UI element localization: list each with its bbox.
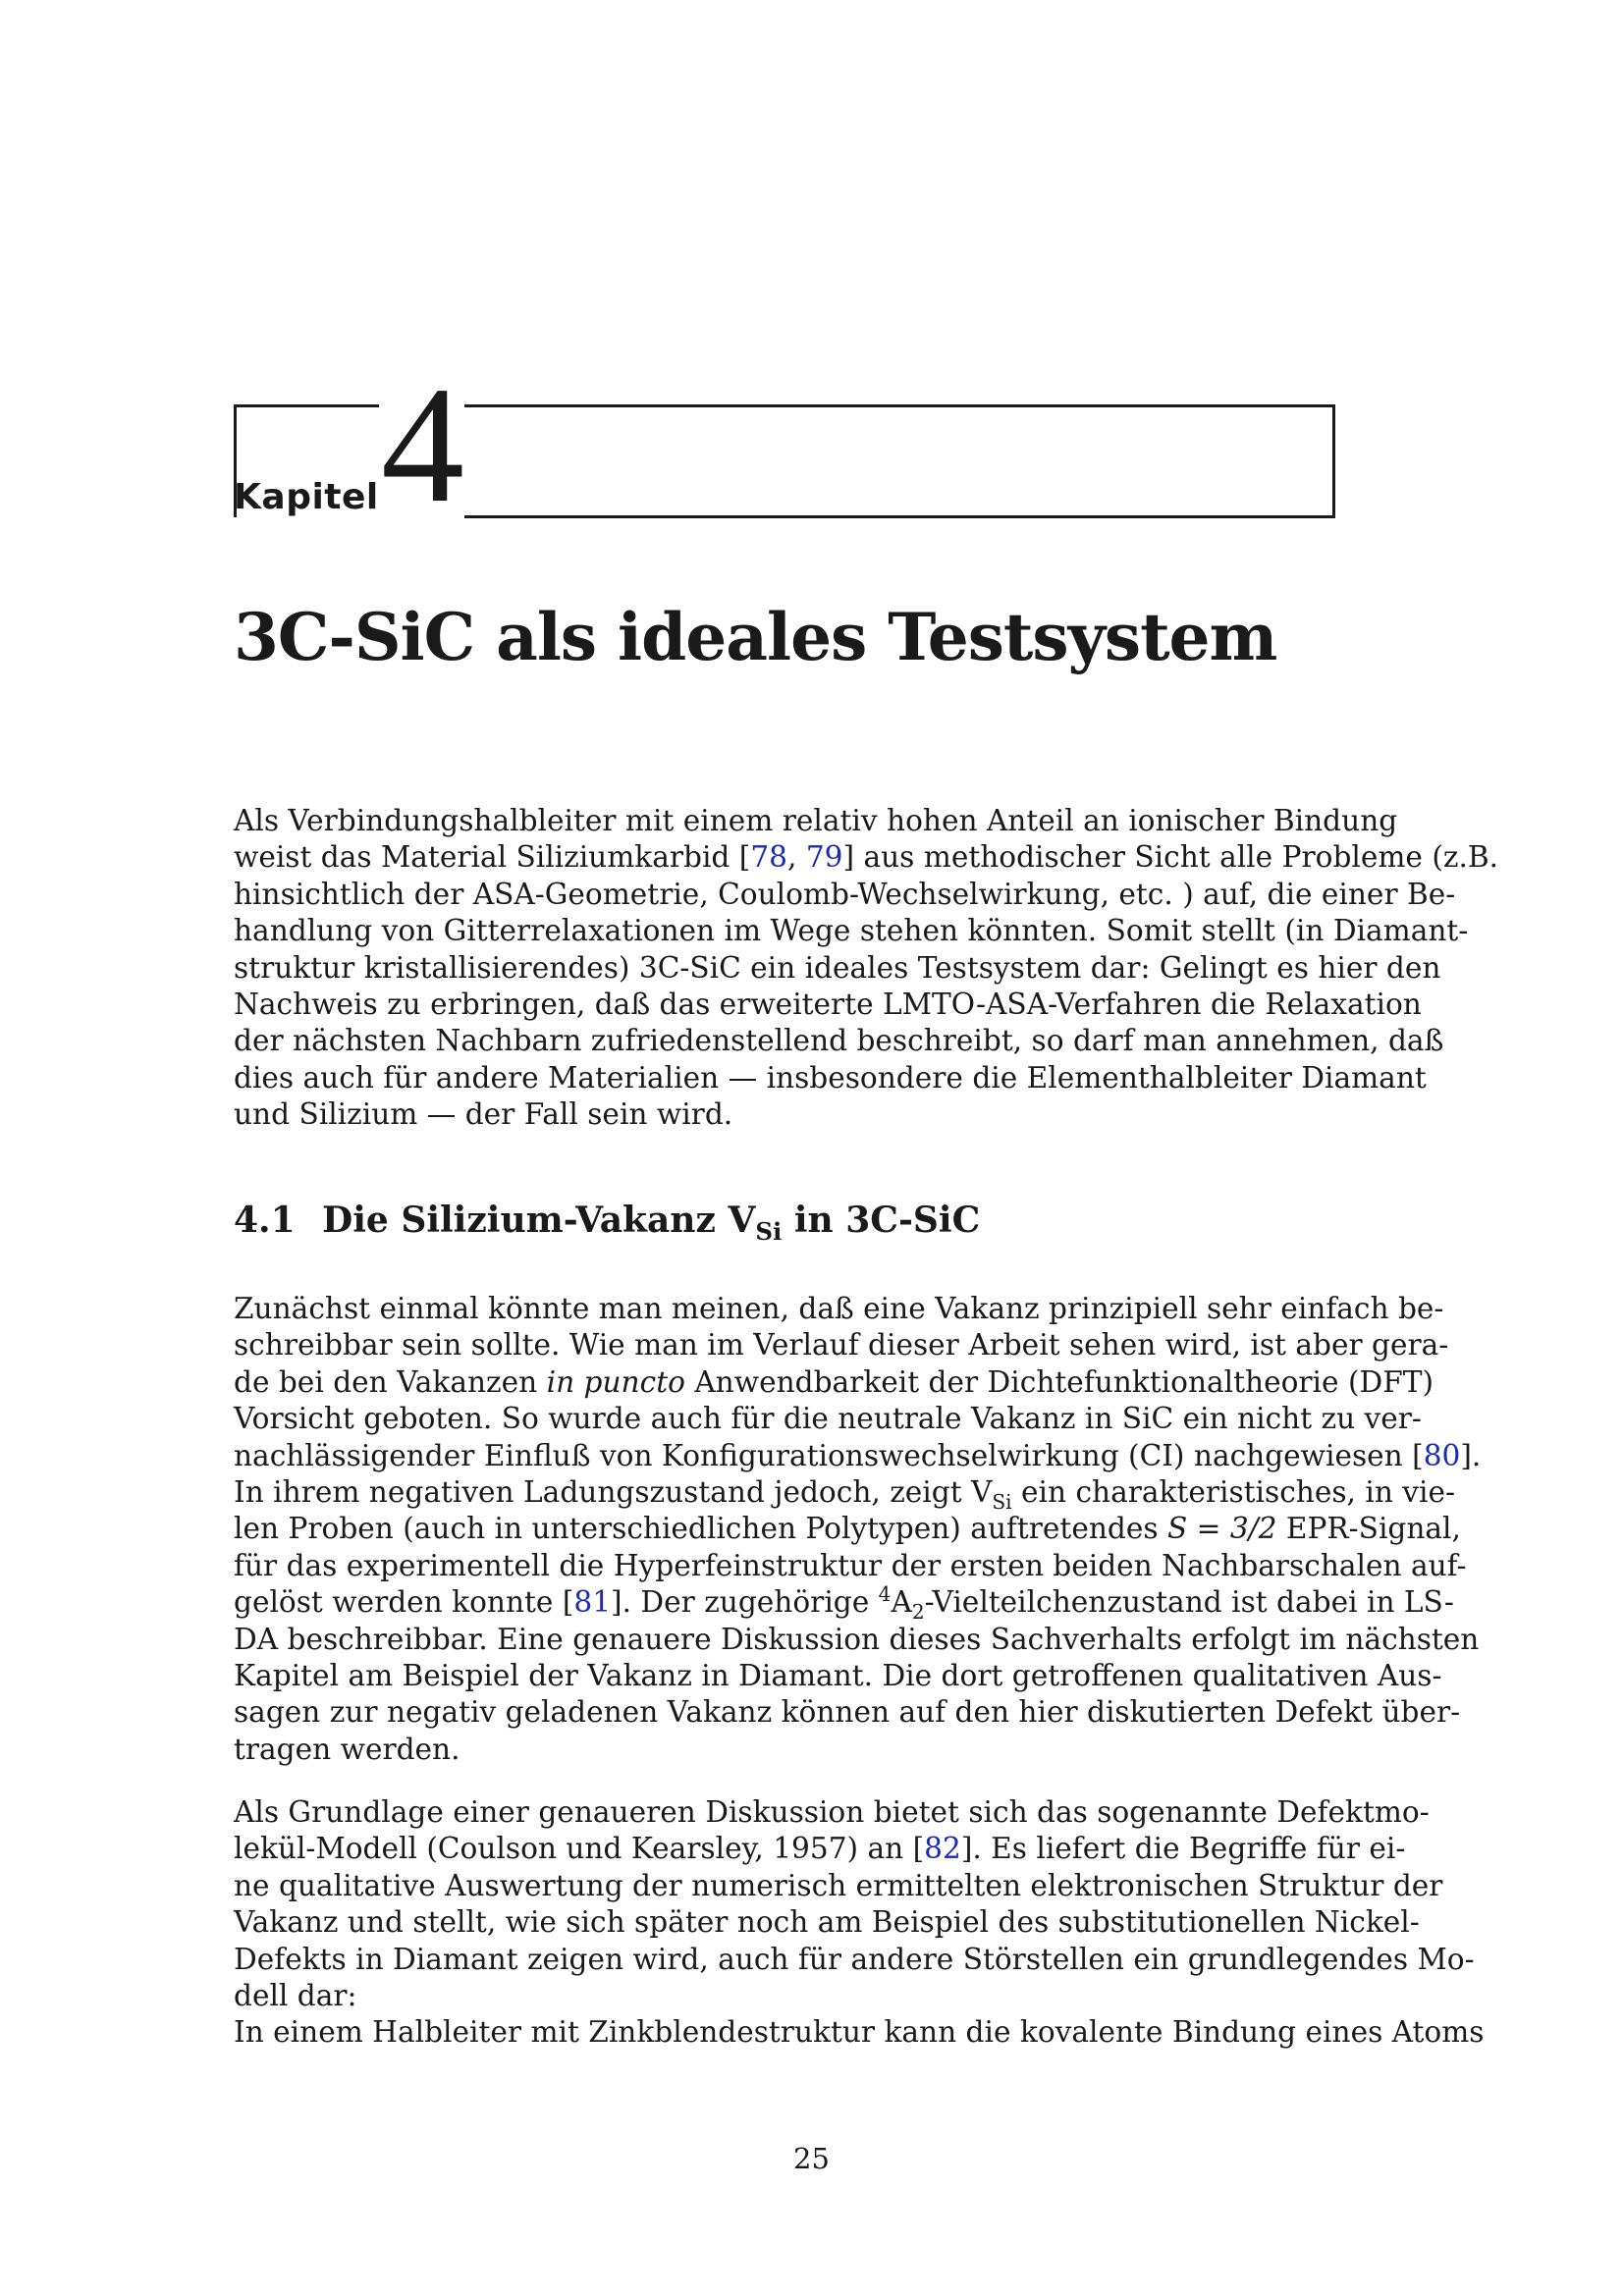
paragraph-line: Als Verbindungshalbleiter mit einem relativ hohen Anteil an ionischer Bindung	[234, 804, 1398, 837]
section-title-text: Die Silizium-Vakanz V	[322, 1200, 756, 1241]
section-title-subscript: Si	[755, 1217, 783, 1247]
italic-term: in puncto	[546, 1364, 685, 1399]
chapter-label: Kapitel	[234, 477, 379, 517]
paragraph-line: dies auch für andere Materialien — insbesondere die Elementhalbleiter Diamant	[234, 1060, 1427, 1095]
paragraph-line: len Proben (auch in unterschiedlichen Polytypen) auftretendes S = 3/2 EPR-Signal,	[234, 1512, 1461, 1546]
paragraph-line: Nachweis zu erbringen, daß das erweiterte LMTO-ASA-Verfahren die Relaxation	[234, 988, 1422, 1022]
paragraph-line: Defekts in Diamant zeigen wird, auch für andere Störstellen ein grundlegendes Mo-	[234, 1942, 1475, 1976]
paragraph-line: Vorsicht geboten. So wurde auch für die neutrale Vakanz in SiC ein nicht zu ver-	[234, 1402, 1422, 1436]
paragraph-line: struktur kristallisierendes) 3C-SiC ein ideales Testsystem dar: Gelingt es hier den	[234, 950, 1441, 985]
paragraph-line: für das experimentell die Hyperfeinstruktur der ersten beiden Nachbarschalen auf-	[234, 1548, 1467, 1582]
chapter-frame-right	[464, 404, 1335, 518]
chapter-title: 3C-SiC als ideales Testsystem	[234, 599, 1277, 675]
paragraph-line: schreibbar sein sollte. Wie man im Verlauf dieser Arbeit sehen wird, ist aber gera-	[234, 1328, 1449, 1362]
paragraph-line: tragen werden.	[234, 1732, 460, 1766]
citation-link[interactable]: 78	[750, 840, 788, 875]
paragraph-line: gelöst werden konnte [81]. Der zugehörige $^4A_2$-Vielteilchenzustand ist dabei in LS-	[234, 1582, 1454, 1625]
section-heading	[234, 1200, 981, 1247]
paragraph-line: nachlässigender Einfluß von Konfigurationswechselwirkung (CI) nachgewiesen [80].	[234, 1438, 1482, 1472]
paragraph-line: handlung von Gitterrelaxationen im Wege stehen könnten. Somit stellt (in Diamant-	[234, 914, 1469, 948]
paragraph-line: der nächsten Nachbarn zufriedenstellend beschreibt, so darf man annehmen, daß	[234, 1024, 1444, 1058]
paragraph-defect-molecule	[234, 1794, 1485, 2052]
paragraph-line: dell dar:	[234, 1979, 357, 2013]
paragraph-line: Vakanz und stellt, wie sich später noch am Beispiel des substitutionellen Nickel-	[234, 1905, 1420, 1940]
page-number: 25	[793, 2142, 830, 2175]
paragraph-line: In einem Halbleiter mit Zinkblendestruktur kann die kovalente Bindung eines Atoms	[234, 2015, 1485, 2050]
chapter-number: 4	[381, 352, 464, 537]
paragraph-line: Kapitel am Beispiel der Vakanz in Diamant. Die dort getroffenen qualitativen Aus-	[234, 1659, 1442, 1693]
paragraph-line: lekül-Modell (Coulson und Kearsley, 1957) an [82]. Es liefert die Begriffe für ei-	[234, 1832, 1406, 1866]
citation-link[interactable]: 80	[1423, 1438, 1461, 1472]
paragraph-line: ne qualitative Auswertung der numerisch ermittelten elektronischen Struktur der	[234, 1868, 1443, 1902]
paragraph-line: Zunächst einmal könnte man meinen, daß eine Vakanz prinzipiell sehr einfach be-	[234, 1292, 1444, 1325]
paragraph-line: DA beschreibbar. Eine genauere Diskussion dieses Sachverhalts erfolgt im nächsten	[234, 1622, 1480, 1656]
intro-paragraph	[234, 803, 1499, 1134]
citation-link[interactable]: 82	[924, 1832, 961, 1866]
citation-link[interactable]: 79	[805, 840, 843, 875]
paragraph-line: und Silizium — der Fall sein wird.	[234, 1097, 733, 1132]
paragraph-line: hinsichtlich der ASA-Geometrie, Coulomb-Wechselwirkung, etc. ) auf, die einer Be-	[234, 877, 1456, 911]
paragraph-vacancy	[234, 1291, 1482, 1768]
paragraph-line: sagen zur negativ geladenen Vakanz können auf den hier diskutierten Defekt über-	[234, 1695, 1461, 1730]
section-number: 4.1	[234, 1200, 296, 1241]
paragraph-line: In ihrem negativen Ladungszustand jedoch, zeigt $V_{Si}$ ein charakteristisches, in vie-	[234, 1475, 1455, 1514]
paragraph-line: weist das Material Siliziumkarbid [78, 79] aus methodischer Sicht alle Probleme (z.B.	[234, 840, 1499, 875]
inline-math: S = 3/2	[1166, 1512, 1277, 1546]
citation-link[interactable]: 81	[573, 1585, 612, 1620]
paragraph-line: Als Grundlage einer genaueren Diskussion bietet sich das sogenannte Defektmo-	[234, 1795, 1430, 1829]
paragraph-line: de bei den Vakanzen in puncto Anwendbarkeit der Dichtefunktionaltheorie (DFT)	[234, 1364, 1434, 1399]
section-title-suffix: in 3C-SiC	[782, 1200, 981, 1241]
